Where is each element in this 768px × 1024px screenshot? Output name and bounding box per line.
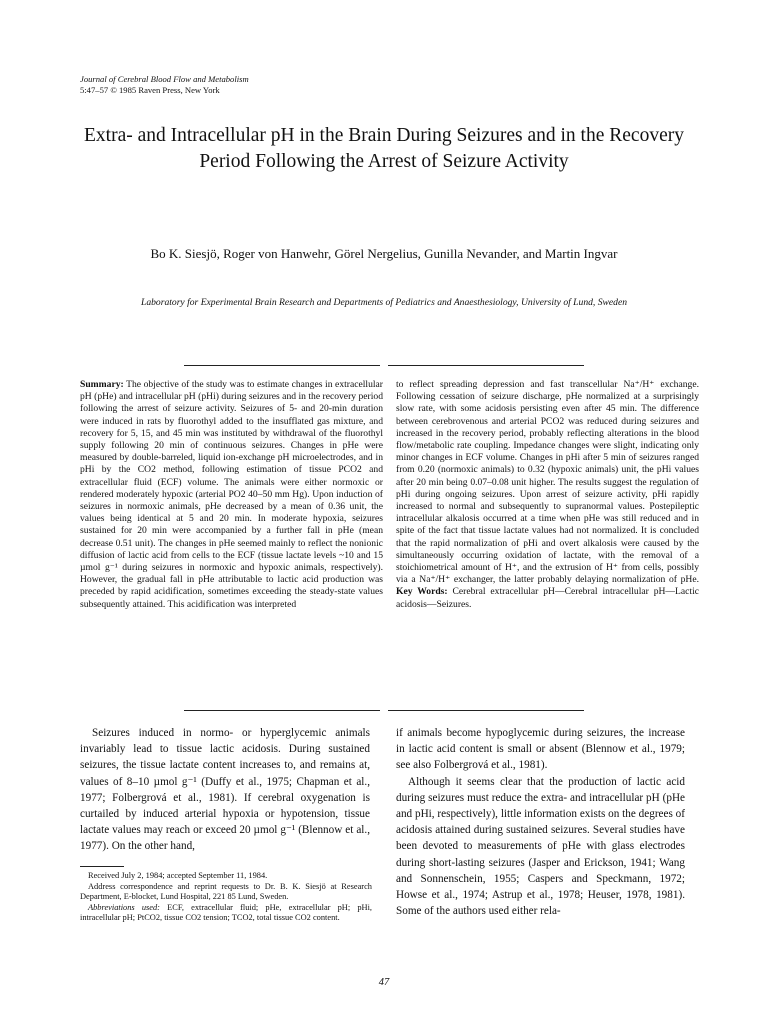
abstract-text-left: The objective of the study was to estimate changes in extracellular pH (pHe) and intracellular pH (pHi) during seizures and in the recovery period following the arrest of seizure activity. Seizures of 5- and 20-min duration were induced in rats by fluorothyl added to the insufflated gas mixture, and recovery for 5, 15, and 45 min was instituted by withdrawal of the fluorothyl supply following 20 min of continuous seizures. Changes in pHe were measured by double-barreled, liquid ion-exchange pH microelectrodes, and in pHi by the CO2 method, following estimation of tissue PCO2 and extracellular fluid (ECF) volume. The animals were either normoxic or rendered moderately hypoxic (arterial PO2 40–50 mm Hg). Upon induction of seizures in normoxic animals, pHe decreased by a mean of 0.36 unit, the values being identical at 5 and 20 min. In moderate hypoxia, seizures sustained for 20 min were accompanied by a further fall in pHe (mean decrease 0.51 unit). The changes in pHe seemed mainly to reflect the nonionic diffusion of lactic acid from cells to the ECF (tissue lactate levels ~10 and 15 µmol g⁻¹ during seizures in normoxic and hypoxic animals, respectively). However, the gradual fall in pHe attributable to lactic acid production was preceded by rapid acidification, sometimes exceeding the steady-state values subsequently attained. This acidification was interpreted bbox=[80, 379, 383, 610]
divider-bottom-left bbox=[184, 710, 380, 711]
divider-bottom-right bbox=[388, 710, 584, 711]
body-paragraph: Although it seems clear that the production of lactic acid during seizures must reduce the extra- and intracellular pH (pHe and pHi, respectively), little information exists on the degrees of acidosis attained during sustained seizures. Several studies have been devoted to measurements of pHe with glass electrodes during short-lasting seizures (Jasper and Erickson, 1941; Wang and Sonnenschein, 1955; Caspers and Speckmann, 1972; Howse et al., 1974; Astrup et al., 1978; Heuser, 1978, 1981). Some of the authors used either rela- bbox=[396, 775, 685, 918]
keywords-text: Cerebral extracellular pH—Cerebral intracellular pH—Lactic acidosis—Seizures. bbox=[396, 586, 699, 610]
abstract-column-right bbox=[396, 379, 699, 611]
journal-name: Journal of Cerebral Blood Flow and Metabolism bbox=[80, 74, 249, 84]
abstract-text-right: to reflect spreading depression and fast transcellular Na⁺/H⁺ exchange. Following cessation of seizure discharge, pHe normalized at a surprisingly slow rate, with some acidosis persisting even after 45 min. The difference between cerebrovenous and arterial PCO2 was reduced during seizures and increased in the recovery period, probably reflecting alterations in the blood flow/metabolic rate coupling. Impedance changes were slight, indicating only minor changes in ECF volume. Changes in pHi after 5 min of seizures ranged from 0.20 (normoxic animals) to 0.32 (hypoxic animals) unit, the pHi values after 20 min being 0.07–0.08 unit higher. The results suggest the regulation of pHi during ongoing seizures. Upon arrest of seizure activity, pHi rapidly increased to normal and subsequently to supranormal values. Postepileptic intracellular alkalosis occurred at a time when pHe was still reduced and in spite of the fact that tissue lactate values had not normalized. It is concluded that the rapid normalization of pHi and overt alkalosis were caused by the simultaneously occurring oxidation of lactate, with the removal of a stoichiometrical amount of H⁺, and the extrusion of H⁺ from cells, possibly via a Na⁺/H⁺ exchanger, the latter probably delaying normalization of pHe. bbox=[396, 379, 699, 586]
footnote-separator bbox=[80, 866, 124, 867]
paper-title: Extra- and Intracellular pH in the Brain During Seizures and in the Recovery Period Following the Arrest of Seizure Activity bbox=[84, 125, 684, 172]
abbreviations-text: ECF, extracellular fluid; pHe, extracellular pH; pHi, intracellular pH; PtCO2, tissue CO2 tension; TCO2, total tissue CO2 content. bbox=[80, 902, 373, 923]
footnotes bbox=[80, 871, 372, 924]
footnote-abbreviations bbox=[80, 903, 372, 924]
body-column-left bbox=[80, 725, 370, 855]
abstract-label: Summary: bbox=[80, 379, 124, 390]
keywords-label: Key Words: bbox=[396, 586, 448, 598]
abstract-column-left bbox=[80, 379, 383, 611]
journal-header bbox=[80, 74, 249, 96]
journal-citation: 5:47–57 © 1985 Raven Press, New York bbox=[80, 85, 220, 95]
body-paragraph: Seizures induced in normo- or hyperglycemic animals invariably lead to tissue lactic acidosis. During sustained seizures, the tissue lactate content increases to, and remains at, values of 8–10 µmol g⁻¹ (Duffy et al., 1975; Chapman et al., 1977; Folbergrová et al., 1981). If cerebral oxygenation is curtailed by induced arterial hypoxia or hypotension, tissue lactate values may reach or exceed 20 µmol g⁻¹ (Blennow et al., 1977). On the other hand, bbox=[80, 727, 370, 853]
divider-top-right bbox=[388, 365, 584, 366]
footnote-received: Received July 2, 1984; accepted September 11, 1984. bbox=[88, 871, 268, 880]
divider-top-left bbox=[184, 365, 380, 366]
body-column-right bbox=[396, 725, 685, 919]
body-paragraph: if animals become hypoglycemic during seizures, the increase in lactic acid content is small or absent (Blennow et al., 1979; see also Folbergrová et al., 1981). bbox=[396, 727, 685, 772]
affiliation: Laboratory for Experimental Brain Research and Departments of Pediatrics and Anaesthesiology, University of Lund, Sweden bbox=[140, 297, 628, 308]
abbreviations-label: Abbreviations used: bbox=[88, 902, 160, 912]
author-list: Bo K. Siesjö, Roger von Hanwehr, Görel Nergelius, Gunilla Nevander, and Martin Ingvar bbox=[150, 246, 618, 261]
footnote-address: Address correspondence and reprint requests to Dr. B. K. Siesjö at Research Department, E-blocket, Lund Hospital, 221 85 Lund, Sweden. bbox=[80, 881, 372, 902]
page-number: 47 bbox=[378, 977, 390, 988]
